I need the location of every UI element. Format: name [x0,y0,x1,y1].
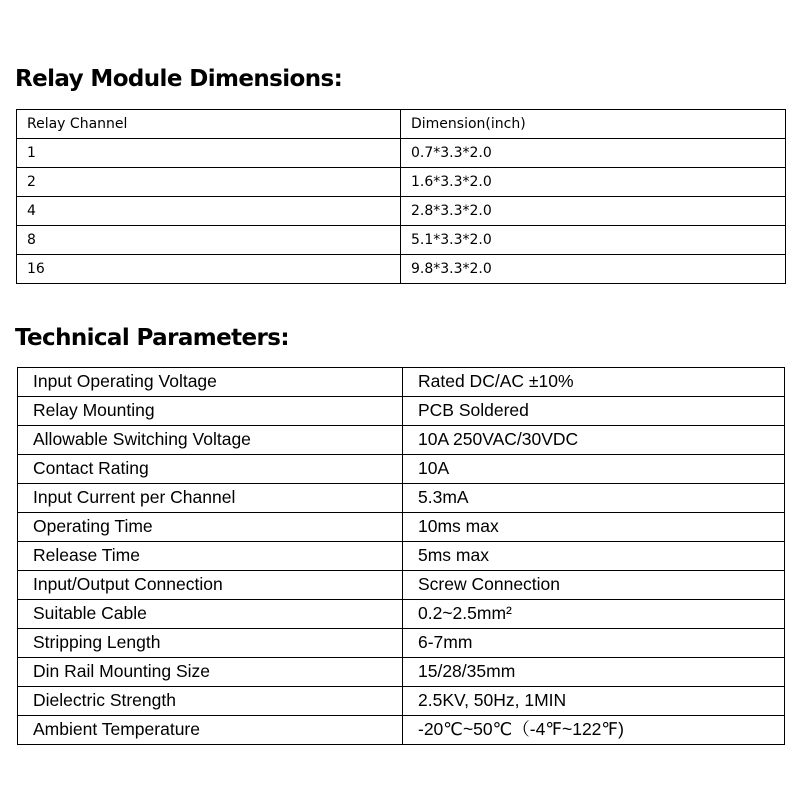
parameter-value-cell: 2.5KV, 50Hz, 1MIN [403,687,785,716]
table-row [18,484,785,513]
table-row [18,658,785,687]
table-row [17,197,786,226]
relay-channel-cell: 1 [17,139,401,168]
parameter-name-cell: Input Current per Channel [18,484,403,513]
parameter-value-cell: 10A 250VAC/30VDC [403,426,785,455]
relay-channel-cell: 16 [17,255,401,284]
table-row [18,397,785,426]
parameter-name-cell: Relay Mounting [18,397,403,426]
parameter-value-cell: 10ms max [403,513,785,542]
parameter-value-cell: 5ms max [403,542,785,571]
dimensions-heading: Relay Module Dimensions: [15,66,343,92]
parameter-value-cell: 10A [403,455,785,484]
table-row [17,226,786,255]
column-header-relay-channel: Relay Channel [17,110,401,139]
parameter-value-cell: -20℃~50℃（-4℉~122℉) [403,716,785,745]
relay-channel-cell: 2 [17,168,401,197]
table-row [18,542,785,571]
parameter-value-cell: 15/28/35mm [403,658,785,687]
table-row [18,455,785,484]
parameter-name-cell: Suitable Cable [18,600,403,629]
table-row [17,168,786,197]
dimensions-table [16,109,786,284]
table-row [18,716,785,745]
parameter-name-cell: Ambient Temperature [18,716,403,745]
technical-parameters-table [17,367,785,745]
table-row [18,368,785,397]
relay-channel-cell: 8 [17,226,401,255]
relay-channel-cell: 4 [17,197,401,226]
dimension-cell: 0.7*3.3*2.0 [401,139,786,168]
parameter-value-cell: Screw Connection [403,571,785,600]
table-header-row [17,110,786,139]
dimension-cell: 1.6*3.3*2.0 [401,168,786,197]
parameter-name-cell: Input/Output Connection [18,571,403,600]
parameter-name-cell: Contact Rating [18,455,403,484]
parameter-name-cell: Stripping Length [18,629,403,658]
table-row [18,600,785,629]
column-header-dimension: Dimension(inch) [401,110,786,139]
parameter-value-cell: 5.3mA [403,484,785,513]
table-row [17,255,786,284]
table-row [17,139,786,168]
table-row [18,629,785,658]
dimension-cell: 9.8*3.3*2.0 [401,255,786,284]
parameter-value-cell: 0.2~2.5mm² [403,600,785,629]
dimension-cell: 2.8*3.3*2.0 [401,197,786,226]
parameter-name-cell: Operating Time [18,513,403,542]
parameter-name-cell: Dielectric Strength [18,687,403,716]
table-row [18,513,785,542]
parameter-value-cell: 6-7mm [403,629,785,658]
table-row [18,426,785,455]
parameter-name-cell: Allowable Switching Voltage [18,426,403,455]
parameter-value-cell: PCB Soldered [403,397,785,426]
technical-parameters-heading: Technical Parameters: [15,325,289,351]
parameter-value-cell: Rated DC/AC ±10% [403,368,785,397]
table-row [18,571,785,600]
table-row [18,687,785,716]
parameter-name-cell: Din Rail Mounting Size [18,658,403,687]
parameter-name-cell: Release Time [18,542,403,571]
dimension-cell: 5.1*3.3*2.0 [401,226,786,255]
parameter-name-cell: Input Operating Voltage [18,368,403,397]
